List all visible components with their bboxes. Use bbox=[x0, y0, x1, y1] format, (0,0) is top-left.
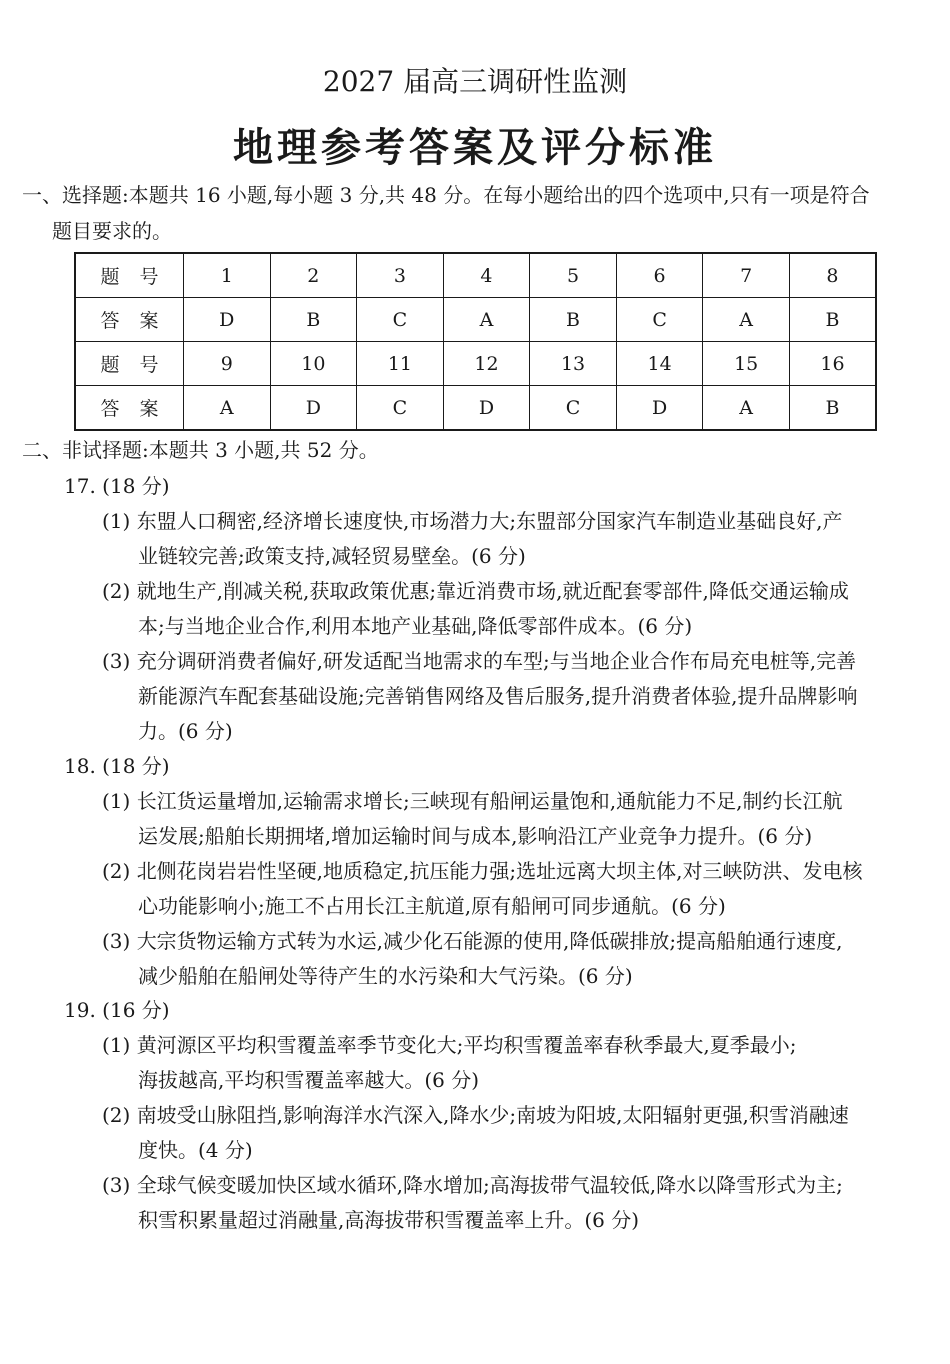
q18-answer-line: 减少船舶在船闸处等待产生的水污染和大气污染。(6 分) bbox=[138, 964, 633, 988]
q17-answer-line: (3) 充分调研消费者偏好,研发适配当地需求的车型;与当地企业合作布局充电桩等,完善 bbox=[102, 649, 857, 673]
question-number: 16 bbox=[789, 342, 876, 386]
question-number: 6 bbox=[616, 253, 703, 298]
question-number: 8 bbox=[789, 253, 876, 298]
question-number: 10 bbox=[270, 342, 357, 386]
q17-answer-line: 力。(6 分) bbox=[138, 719, 233, 743]
answer-cell: B bbox=[789, 298, 876, 342]
answer-cell: D bbox=[443, 386, 530, 431]
answer-cell: A bbox=[703, 386, 790, 431]
answer-cell: C bbox=[530, 386, 617, 431]
table-row bbox=[75, 386, 876, 431]
answer-cell: A bbox=[703, 298, 790, 342]
q17-heading: 17. (18 分) bbox=[64, 474, 170, 498]
q19-answer-line: 度快。(4 分) bbox=[138, 1138, 253, 1162]
q17-answer-line: 业链较完善;政策支持,减轻贸易壁垒。(6 分) bbox=[138, 544, 526, 568]
question-number: 4 bbox=[443, 253, 530, 298]
section2-intro: 二、非试择题:本题共 3 小题,共 52 分。 bbox=[22, 438, 379, 462]
question-number: 9 bbox=[184, 342, 271, 386]
question-number: 7 bbox=[703, 253, 790, 298]
label-answer: 答案 bbox=[75, 386, 184, 431]
q17-answer-line: (1) 东盟人口稠密,经济增长速度快,市场潜力大;东盟部分国家汽车制造业基础良好,产 bbox=[102, 509, 843, 533]
answer-cell: D bbox=[184, 298, 271, 342]
question-number: 12 bbox=[443, 342, 530, 386]
answer-cell: D bbox=[270, 386, 357, 431]
answer-cell: B bbox=[270, 298, 357, 342]
answer-cell: D bbox=[616, 386, 703, 431]
q18-heading: 18. (18 分) bbox=[64, 754, 170, 778]
q19-answer-line: 积雪积累量超过消融量,高海拔带积雪覆盖率上升。(6 分) bbox=[138, 1208, 640, 1232]
label-question-number: 题号 bbox=[75, 253, 184, 298]
q17-answer-line: 本;与当地企业合作,利用本地产业基础,降低零部件成本。(6 分) bbox=[138, 614, 693, 638]
answer-cell: C bbox=[357, 386, 444, 431]
answer-cell: A bbox=[443, 298, 530, 342]
q17-answer-line: (2) 就地生产,削减关税,获取政策优惠;靠近消费市场,就近配套零部件,降低交通运输成 bbox=[102, 579, 849, 603]
question-number: 5 bbox=[530, 253, 617, 298]
answer-table bbox=[74, 252, 877, 431]
q18-answer-line: 运发展;船舶长期拥堵,增加运输时间与成本,影响沿江产业竞争力提升。(6 分) bbox=[138, 824, 813, 848]
q19-answer-line: (1) 黄河源区平均积雪覆盖率季节变化大;平均积雪覆盖率春秋季最大,夏季最小; bbox=[102, 1033, 797, 1057]
table-row bbox=[75, 342, 876, 386]
question-number: 11 bbox=[357, 342, 444, 386]
q18-answer-line: (3) 大宗货物运输方式转为水运,减少化石能源的使用,降低碳排放;提高船舶通行速度, bbox=[102, 929, 843, 953]
question-number: 1 bbox=[184, 253, 271, 298]
q19-heading: 19. (16 分) bbox=[64, 998, 170, 1022]
question-number: 2 bbox=[270, 253, 357, 298]
q19-answer-line: (3) 全球气候变暖加快区域水循环,降水增加;高海拔带气温较低,降水以降雪形式为主; bbox=[102, 1173, 843, 1197]
label-question-number: 题号 bbox=[75, 342, 184, 386]
page-subtitle: 2027 届高三调研性监测 bbox=[322, 65, 628, 98]
q19-answer-line: (2) 南坡受山脉阻挡,影响海洋水汽深入,降水少;南坡为阳坡,太阳辐射更强,积雪消融速 bbox=[102, 1103, 849, 1127]
answer-cell: A bbox=[184, 386, 271, 431]
q17-answer-line: 新能源汽车配套基础设施;完善销售网络及售后服务,提升消费者体验,提升品牌影响 bbox=[138, 684, 858, 708]
q19-answer-line: 海拔越高,平均积雪覆盖率越大。(6 分) bbox=[138, 1068, 480, 1092]
table-row bbox=[75, 298, 876, 342]
q18-answer-line: 心功能影响小;施工不占用长江主航道,原有船闸可同步通航。(6 分) bbox=[138, 894, 726, 918]
answer-cell: C bbox=[357, 298, 444, 342]
section1-intro-line2: 题目要求的。 bbox=[52, 219, 172, 243]
question-number: 13 bbox=[530, 342, 617, 386]
question-number: 14 bbox=[616, 342, 703, 386]
table-row bbox=[75, 253, 876, 298]
question-number: 3 bbox=[357, 253, 444, 298]
answer-cell: B bbox=[530, 298, 617, 342]
section1-intro-line1: 一、选择题:本题共 16 小题,每小题 3 分,共 48 分。在每小题给出的四个选项中,只有一项是符合 bbox=[22, 183, 870, 207]
label-answer: 答案 bbox=[75, 298, 184, 342]
q18-answer-line: (1) 长江货运量增加,运输需求增长;三峡现有船闸运量饱和,通航能力不足,制约长江航 bbox=[102, 789, 843, 813]
answer-cell: C bbox=[616, 298, 703, 342]
q18-answer-line: (2) 北侧花岗岩岩性坚硬,地质稳定,抗压能力强;选址远离大坝主体,对三峡防洪、发电核 bbox=[102, 859, 863, 883]
page-title: 地理参考答案及评分标准 bbox=[233, 125, 717, 171]
question-number: 15 bbox=[703, 342, 790, 386]
answer-cell: B bbox=[789, 386, 876, 431]
